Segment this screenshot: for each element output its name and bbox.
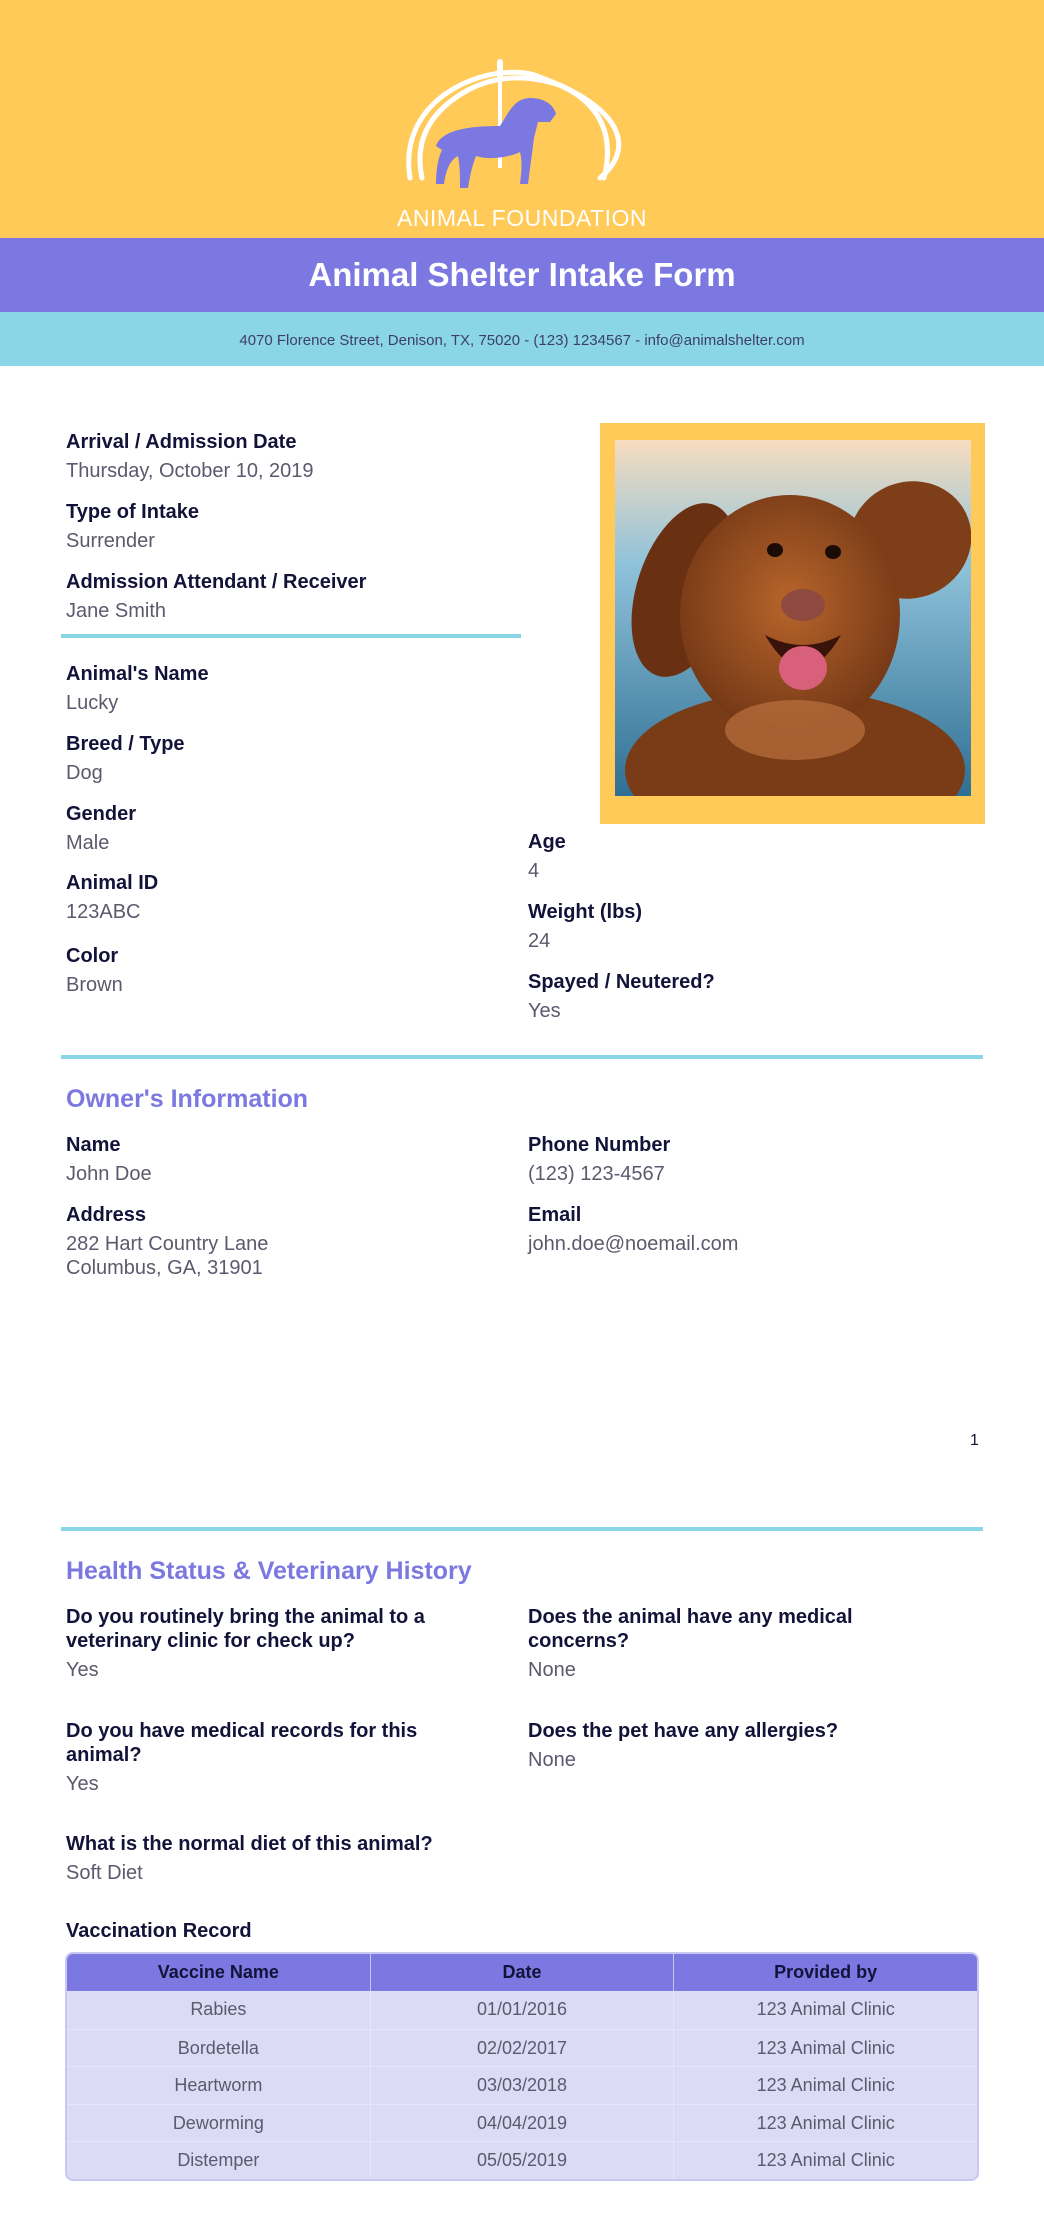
field-owner-address <box>66 1203 526 1280</box>
table-cell: 01/01/2016 <box>370 1991 674 2029</box>
section-divider <box>61 1055 983 1059</box>
field-value: 282 Hart Country Lane <box>66 1233 269 1255</box>
field-label: Phone Number <box>528 1134 671 1156</box>
field-value: Yes <box>66 1773 99 1795</box>
field-value: 123ABC <box>66 901 141 923</box>
field-spayed-neutered <box>528 970 988 1023</box>
field-label: Do you have medical records for this animal? <box>66 1720 418 1766</box>
field-label: Name <box>66 1134 121 1156</box>
field-value: Yes <box>66 1659 99 1681</box>
field-label: Age <box>528 831 566 853</box>
field-age <box>528 830 988 883</box>
field-label: Email <box>528 1204 582 1226</box>
table-cell: Heartworm <box>174 2075 263 2095</box>
table-cell: 123 Animal Clinic <box>673 1991 977 2029</box>
table-cell: Deworming <box>172 2112 264 2133</box>
table-row <box>67 2029 977 2067</box>
field-label: Address <box>66 1204 147 1226</box>
field-animal-name <box>66 662 526 715</box>
dog-umbrella-logo-icon <box>380 56 664 206</box>
health-section-title: Health Status & Veterinary History <box>66 1557 472 1585</box>
table-cell: Bordetella <box>177 2037 259 2058</box>
field-value: Jane Smith <box>66 600 167 622</box>
table-cell: 123 Animal Clinic <box>673 2067 977 2104</box>
table-row <box>67 1991 977 2029</box>
field-allergies <box>528 1719 948 1772</box>
column-header: Date <box>370 1954 674 1991</box>
field-type-of-intake <box>66 500 526 553</box>
field-label: Gender <box>66 803 137 825</box>
field-value: john.doe@noemail.com <box>528 1233 739 1255</box>
field-label: Animal ID <box>66 872 159 894</box>
vaccination-table <box>65 1952 979 2181</box>
field-owner-email <box>528 1203 988 1256</box>
field-arrival-date <box>66 430 526 483</box>
field-normal-diet <box>66 1832 666 1885</box>
dog-photo-icon <box>615 440 971 796</box>
field-label: What is the normal diet of this animal? <box>66 1833 433 1855</box>
field-label: Spayed / Neutered? <box>528 971 715 993</box>
field-weight <box>528 900 988 953</box>
field-label: Do you routinely bring the animal to a veterinary clinic for check up? <box>66 1606 425 1652</box>
page-number: 1 <box>970 1432 979 1449</box>
header-banner <box>0 0 1044 238</box>
field-value: 4 <box>528 860 540 882</box>
table-cell: 02/02/2017 <box>370 2030 674 2067</box>
field-medical-records <box>66 1719 496 1796</box>
field-routine-checkup <box>66 1605 496 1682</box>
field-label: Does the pet have any allergies? <box>528 1720 839 1742</box>
logo-text: ANIMAL FOUNDATION <box>396 205 647 231</box>
field-value: Male <box>66 832 110 854</box>
section-divider <box>61 634 521 638</box>
field-label: Does the animal have any medical concerns? <box>528 1606 853 1652</box>
form-title: Animal Shelter Intake Form <box>0 238 1044 312</box>
vaccination-record-title: Vaccination Record <box>66 1920 252 1942</box>
field-value: (123) 123-4567 <box>528 1163 665 1185</box>
field-breed <box>66 732 526 785</box>
table-cell: 03/03/2018 <box>370 2067 674 2104</box>
field-label: Breed / Type <box>66 733 185 755</box>
field-animal-id <box>66 871 526 924</box>
field-value: 24 <box>528 930 551 952</box>
field-value: Soft Diet <box>66 1862 143 1884</box>
field-label: Admission Attendant / Receiver <box>66 571 367 593</box>
table-row <box>67 2066 977 2104</box>
field-gender <box>66 802 526 855</box>
field-value: Brown <box>66 974 123 996</box>
field-admission-attendant <box>66 570 526 623</box>
field-value: Thursday, October 10, 2019 <box>66 460 314 482</box>
table-cell: 123 Animal Clinic <box>673 2142 977 2179</box>
contact-address-line: 4070 Florence Street, Denison, TX, 75020 - (123) 1234567 - info@animalshelter.com <box>0 312 1044 366</box>
table-row <box>67 2141 977 2179</box>
field-medical-concerns <box>528 1605 948 1682</box>
column-header: Vaccine Name <box>157 1962 279 1982</box>
field-value: Lucky <box>66 692 119 714</box>
field-label: Weight (lbs) <box>528 901 643 923</box>
table-cell: Distemper <box>177 2150 260 2170</box>
table-cell: 05/05/2019 <box>370 2142 674 2179</box>
field-owner-phone <box>528 1133 988 1186</box>
section-divider <box>61 1527 983 1531</box>
field-value: Yes <box>528 1000 561 1022</box>
field-label: Animal's Name <box>66 663 209 685</box>
table-header-row <box>67 1954 977 1991</box>
animal-photo-frame <box>600 423 985 824</box>
table-row <box>67 2104 977 2142</box>
table-cell: 04/04/2019 <box>370 2105 674 2142</box>
field-value: None <box>528 1659 576 1681</box>
table-cell: 123 Animal Clinic <box>673 2105 977 2142</box>
field-value: John Doe <box>66 1163 152 1185</box>
table-cell: Rabies <box>190 1999 247 2019</box>
field-value: None <box>528 1749 576 1771</box>
field-value: Columbus, GA, 31901 <box>66 1257 263 1279</box>
field-value: Surrender <box>66 530 155 552</box>
field-owner-name <box>66 1133 526 1186</box>
field-label: Color <box>66 945 119 967</box>
column-header: Provided by <box>673 1954 977 1991</box>
table-cell: 123 Animal Clinic <box>673 2030 977 2067</box>
field-label: Type of Intake <box>66 501 199 523</box>
field-label: Arrival / Admission Date <box>66 431 297 453</box>
field-value: Dog <box>66 762 103 784</box>
field-color <box>66 944 526 997</box>
owner-section-title: Owner's Information <box>66 1085 309 1113</box>
